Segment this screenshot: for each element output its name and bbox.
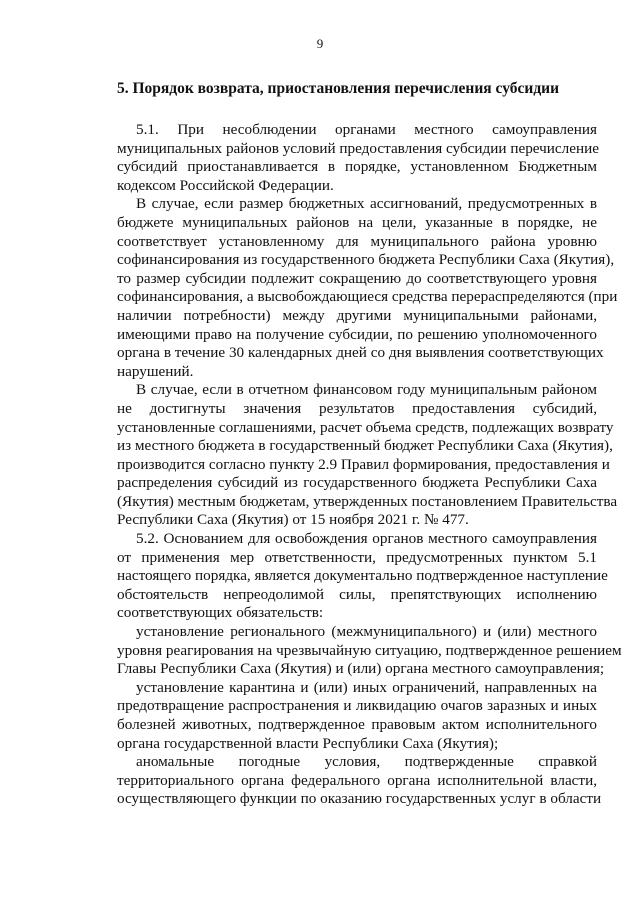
text-line: установление регионального (межмуниципального) и (или) местного bbox=[136, 623, 597, 641]
text-line: то размер субсидии подлежит сокращению до соответствующего уровня bbox=[117, 269, 597, 287]
text-line: осуществляющего функции по оказанию государственных услуг в области bbox=[117, 790, 602, 808]
paragraph bbox=[117, 381, 618, 530]
text-line: производится согласно пункту 2.9 Правил формирования, предоставления и bbox=[117, 455, 610, 473]
text-line: соответствует установленному для муниципального района уровню bbox=[117, 232, 597, 250]
text-line: софинансирования, а высвобождающиеся средства перераспределяются (при bbox=[117, 288, 618, 306]
text-line: предотвращение распространения и ликвидацию очагов заразных и иных bbox=[117, 697, 597, 715]
text-line: уровня реагирования на чрезвычайную ситуацию, подтвержденное решением bbox=[117, 641, 622, 659]
paragraph bbox=[117, 195, 618, 381]
text-line: распределения субсидий из государственного бюджета Республики Саха bbox=[117, 474, 597, 492]
text-line: Главы Республики Саха (Якутия) и (или) органа местного самоуправления; bbox=[117, 660, 605, 678]
body-text bbox=[117, 121, 622, 809]
text-line: 5.2. Основанием для освобождения органов местного самоуправления bbox=[136, 530, 597, 548]
paragraph bbox=[117, 753, 602, 809]
text-line: территориального органа федерального органа исполнительной власти, bbox=[117, 771, 597, 789]
section-title: 5. Порядок возврата, приостановления перечисления субсидии bbox=[116, 80, 560, 97]
text-line: Республики Саха (Якутия) от 15 ноября 2021 г. № 477. bbox=[117, 511, 469, 529]
text-line: из местного бюджета в государственный бюджет Республики Саха (Якутия), bbox=[117, 437, 613, 455]
paragraph bbox=[117, 530, 608, 623]
text-line: софинансирования из государственного бюджета Республики Саха (Якутия), bbox=[117, 251, 615, 269]
text-line: В случае, если в отчетном финансовом году муниципальным районом bbox=[136, 381, 597, 399]
text-line: аномальные погодные условия, подтвержденные справкой bbox=[136, 753, 597, 771]
text-line: не достигнуты значения результатов предоставления субсидий, bbox=[117, 399, 597, 417]
paragraph bbox=[117, 679, 597, 753]
text-line: установленные соглашениями, расчет объема средств, подлежащих возврату bbox=[117, 418, 614, 436]
paragraph bbox=[117, 121, 597, 195]
text-line: (Якутия) местным бюджетам, утвержденных постановлением Правительства bbox=[117, 492, 618, 510]
text-line: В случае, если размер бюджетных ассигнований, предусмотренных в bbox=[136, 195, 597, 213]
text-line: соответствующих обязательств: bbox=[117, 604, 324, 622]
text-line: муниципальных районов условий предоставления субсидии перечисление bbox=[117, 139, 599, 157]
text-line: бюджете муниципальных районов на цели, указанные в порядке, не bbox=[117, 213, 597, 231]
text-line: нарушений. bbox=[117, 362, 194, 380]
page-number: 9 bbox=[316, 36, 324, 51]
text-line: болезней животных, подтвержденное правовым актом исполнительного bbox=[117, 716, 597, 733]
text-line: имеющими право на получение субсидии, по решению уполномоченного bbox=[117, 325, 597, 343]
text-line: обстоятельств непреодолимой силы, препятствующих исполнению bbox=[117, 585, 597, 603]
text-line: от применения мер ответственности, предусмотренных пунктом 5.1 bbox=[117, 548, 597, 566]
text-line: установление карантина и (или) иных ограничений, направленных на bbox=[136, 678, 597, 696]
text-line: настоящего порядка, является документально подтвержденное наступление bbox=[117, 567, 608, 585]
paragraph bbox=[117, 623, 622, 679]
text-line: наличии потребности) между другими муниципальными районами, bbox=[117, 306, 597, 324]
text-line: кодексом Российской Федерации. bbox=[117, 176, 334, 194]
text-line: 5.1. При несоблюдении органами местного самоуправления bbox=[136, 121, 597, 138]
text-line: органа государственной власти Республики Саха (Якутия); bbox=[117, 734, 499, 752]
text-line: субсидий приостанавливается в порядке, установленном Бюджетным bbox=[117, 158, 597, 176]
text-line: органа в течение 30 календарных дней со дня выявления соответствующих bbox=[117, 344, 604, 362]
